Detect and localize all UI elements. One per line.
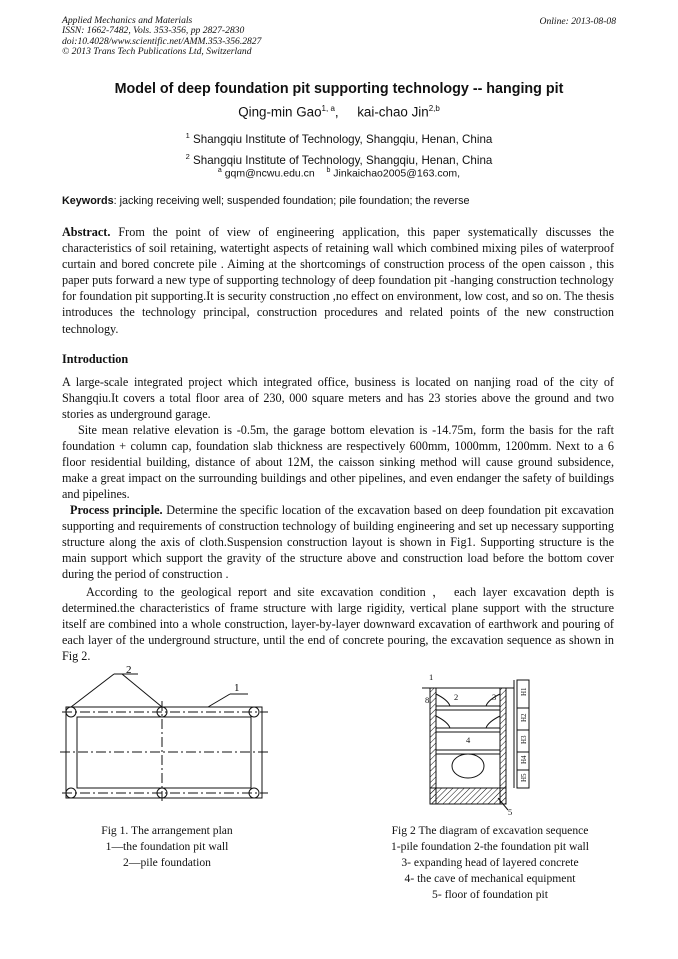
emails — [0, 167, 678, 180]
dim-h4-label: H4 — [520, 755, 528, 764]
affil-2-sup: 2 — [185, 152, 190, 161]
right-pile — [500, 688, 506, 804]
section-heading-introduction: Introduction — [62, 352, 129, 366]
intro-paragraph-3 — [62, 502, 614, 582]
abstract-label: Abstract. — [62, 225, 111, 239]
affiliation-2 — [0, 152, 678, 167]
online-date: Online: 2013-08-08 — [539, 16, 616, 27]
fig2-legend-4: 5- floor of foundation pit — [432, 888, 548, 901]
journal-name: Applied Mechanics and Materials — [62, 15, 193, 26]
expanding-head-1 — [436, 694, 500, 706]
process-principle-text: Determine the specific location of the excavation based on deep foundation pit excavation supporting and requirements of construction technology of building engineering and set up necessary supporting structure along the axis of cloth.Suspension construction layout is shown in Fig1. Supporting structure is the main support which support the gravity of the structure above and construction load before the bottom cover during the period of construction . — [62, 503, 614, 582]
fig1-legend-2: 2—pile foundation — [123, 856, 211, 869]
intro-paragraph-4: According to the geological report and site excavation condition ， each layer excavation depth is determined.the characteristics of frame structure with large rigidity, vertical plane support with the structure itself are combined into a whole construction, layer-by-layer downward excavation of earthwork and pouring of each layer of the underground structure, until the end of concrete pouring, the excavation sequence as shown in Fig 2. — [62, 585, 614, 664]
dim-h2-label: H2 — [520, 713, 528, 722]
email-b-sup: b — [326, 167, 331, 174]
fig2-label-3: 3 — [492, 692, 497, 702]
fig1-label-2: 2 — [126, 666, 132, 676]
email-b: Jinkaichao2005@163.com, — [333, 167, 461, 180]
author-2: kai-chao Jin — [357, 104, 429, 120]
figure-2-excavation-sequence — [418, 670, 546, 816]
fig2-legend-2: 3- expanding head of layered concrete — [401, 856, 579, 869]
fig1-label-1: 1 — [234, 682, 240, 694]
affil-1-text: Shangqiu Institute of Technology, Shangqiu, Henan, China — [193, 132, 493, 146]
keywords-label: Keywords — [62, 195, 114, 207]
dim-h5-label: H5 — [520, 773, 528, 782]
copyright: © 2013 Trans Tech Publications Ltd, Switzerland — [62, 46, 252, 58]
fig2-label-4: 4 — [466, 735, 471, 745]
affil-2-text: Shangqiu Institute of Technology, Shangqiu, Henan, China — [193, 153, 493, 167]
author-separator: , — [334, 104, 339, 120]
equipment-cave — [452, 754, 484, 778]
fig2-label-1: 1 — [429, 672, 434, 682]
journal-meta — [62, 16, 261, 58]
intro-paragraph-2: Site mean relative elevation is -0.5m, the garage bottom elevation is -14.75m, form the basis for the raft foundation + column cap, foundation slab thickness are respectively 600mm, 1000mm, 1200mm. Next to a 6 floor residential building, distance of about 12M, the caisson sinking method will cause ground subsidence, make a great impact on the surrounding buildings and other pipelines, and even endanger the safety of buildings and pipelines. — [62, 423, 614, 502]
abstract-text: From the point of view of engineering application, this paper systematically discusses the characteristics of soil retaining, watertight aspects of retaining wall which combined mixing piles of waterproof curtain and bored concrete pile . Aiming at the shortcomings of construction process of the open caisson , this paper puts forward a new type of supporting technology of deep foundation pit -hanging construction technology for foundation pit supporting.It is security construction ,no effect on environment, low cost, and so on. The thesis introduces the technology principal, construction procedures and related points of the new construction technology. — [62, 225, 614, 336]
fig2-caption-title: Fig 2 The diagram of excavation sequence — [391, 824, 589, 837]
author-2-sup: 2,b — [428, 104, 440, 113]
leader-2a — [71, 674, 114, 707]
fig2-label-8: 8 — [425, 695, 430, 705]
dim-h1-label: H1 — [520, 687, 528, 696]
affil-1-sup: 1 — [185, 131, 190, 140]
process-principle-label: Process principle. — [70, 503, 163, 517]
fig2-legend-3: 4- the cave of mechanical equipment — [404, 872, 576, 885]
fig2-legend-1: 1-pile foundation 2-the foundation pit wall — [390, 840, 590, 853]
fig1-caption-title: Fig 1. The arrangement plan — [101, 824, 233, 837]
keywords-text: : jacking receiving well; suspended foundation; pile foundation; the reverse — [113, 195, 470, 207]
authors — [0, 104, 678, 119]
figure-1-arrangement-plan — [58, 666, 272, 804]
author-1-sup: 1, a — [321, 104, 335, 113]
leader-2b — [122, 674, 162, 707]
intro-paragraph-1: A large-scale integrated project which integrated office, business is located on nanjing road of the city of Shangqiu.It covers a total floor area of 230, 000 square meters and has 23 stories above the ground and two stories as underground garage. — [62, 375, 614, 422]
email-a: gqm@ncwu.edu.cn — [224, 167, 315, 180]
fig2-label-5: 5 — [508, 807, 513, 816]
issn: ISSN: 1662-7482, Vols. 353-356, pp 2827-2830 — [62, 25, 245, 37]
fig2-label-2: 2 — [454, 692, 459, 702]
pit-bottom-slab — [430, 788, 506, 804]
paper-title: Model of deep foundation pit supporting technology -- hanging pit — [114, 81, 564, 97]
author-1: Qing-min Gao — [238, 104, 322, 120]
doi: doi:10.4028/www.scientific.net/AMM.353-356.2827 — [62, 35, 262, 47]
fig1-legend-1: 1—the foundation pit wall — [105, 840, 229, 853]
figure-2-caption — [360, 823, 620, 903]
affiliation-1 — [0, 131, 678, 146]
keywords — [62, 195, 622, 207]
left-pile — [430, 688, 436, 804]
email-a-sup: a — [217, 167, 222, 174]
leader-1 — [208, 694, 230, 707]
abstract — [62, 224, 614, 337]
expanding-head-2 — [436, 716, 500, 728]
figure-1-caption — [72, 823, 262, 871]
dim-h3-label: H3 — [520, 735, 528, 744]
